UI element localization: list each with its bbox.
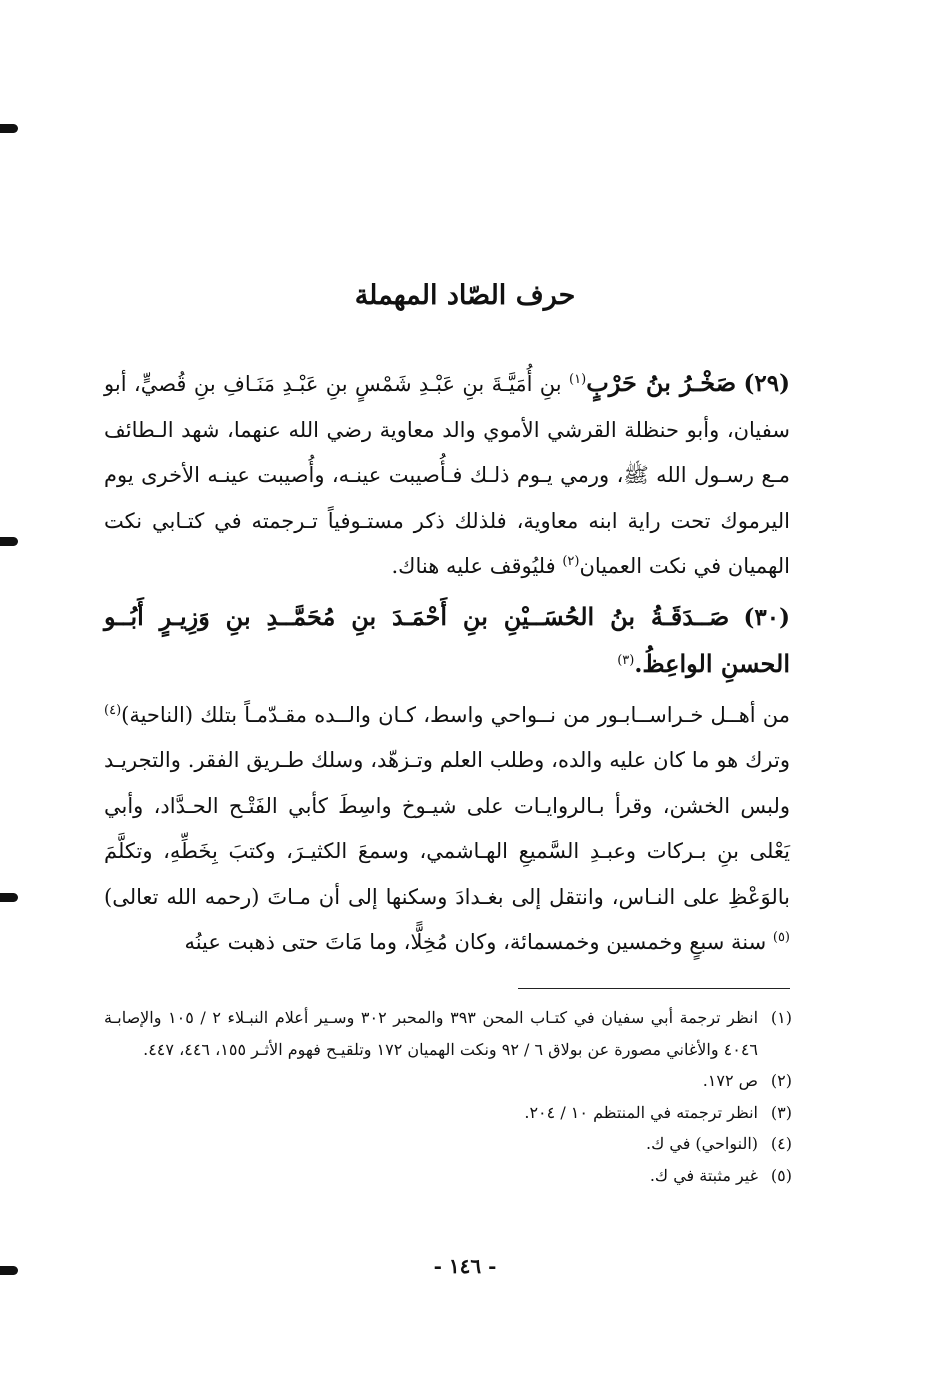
footnote-separator [518, 988, 790, 989]
footnote-5 [104, 1160, 792, 1192]
entry-text: بنِ أُمَيَّـةَ بنِ عَبْـدِ شَمْسٍ بنِ عَبْـدِ مَنَـافِ بنِ قُصيٍّ، أبو سفيان، وأبو حنظلة القرشي الأموي والد معاوية رضي الله عنهما، شهد الـطائف مـع رسـول الله ﷺ، ورمي يـوم ذلـك فـأُصيبت عينـه، وأُصيبت عينـه الأخرى يوم اليرموك تحت راية ابنه معاوية، فلذلك ذكر مستـوفياً تـرجمته في كتـابي نكت الهميان في نكت العميان [104, 372, 790, 578]
footnote-number: (٢) [770, 1071, 792, 1090]
entry-number: (٢٩) [743, 370, 791, 397]
binding-mark [0, 537, 18, 546]
entry-name: صَــدَقَـةُ بنُ الحُسَــيْنِ بنِ أَحْمَـدَ بنِ مُحَمَّــدِ بنِ وَزِيـرٍ أَبُــو الحسنِ الواعِظُ [104, 601, 790, 678]
footnote-ref[interactable]: (٢) [562, 554, 580, 569]
footnote-number: (٣) [770, 1102, 792, 1122]
footnote-number: (١) [770, 1008, 792, 1027]
chapter-title: حرف الصّاد المهملة [354, 280, 576, 311]
footnote-4 [104, 1128, 792, 1160]
footnote-1 [104, 1002, 792, 1065]
footnote-text: انظر ترجمة أبي سفيان في كتـاب المحن ٣٩٣ والمحبر ٣٠٢ وسـير أعلام النبـلاء ٢ / ١٠٥ والإصابـة ٤٠٤٦ والأغاني مصورة عن بولاق ٦ / ٩٢ ونكت الهميان ١٧٢ وتلقيـح فهوم الأثـر ١٥٥، ٤٤٦، ٤٤٧. [104, 1008, 759, 1059]
entry-30-heading: (٣٠) صَــدَقَـةُ بنُ الحُسَــيْنِ بنِ أَحْمَـدَ بنِ مُحَمَّــدِ بنِ وَزِيـرٍ أَبُــو الحسنِ الواعِظُ.$^{(٣)}$ [104, 601, 790, 678]
entry-number: (٣٠) [743, 603, 790, 631]
footnote-ref[interactable]: (٤) [104, 702, 122, 718]
binding-mark [0, 124, 18, 133]
entry-name: صَخْـرُ بنُ حَرْبٍ [586, 368, 737, 397]
binding-mark [0, 893, 18, 902]
footnotes [104, 1002, 792, 1191]
footnote-ref[interactable]: (١) [569, 372, 587, 387]
footnote-text: (النواحي) في ك. [646, 1134, 758, 1153]
entry-29 [104, 360, 790, 590]
entry-text-end: سنة سبعٍ وخمسين وخمسمائة، وكان مُخِلًّا، وما مَاتَ حتى ذهبت عينُه [184, 930, 773, 954]
footnote-number: (٥) [770, 1165, 792, 1185]
entry-30-body [104, 693, 790, 966]
footnote-2 [104, 1065, 792, 1097]
footnote-3 [104, 1097, 792, 1129]
entry-text: وترك هو ما كان عليه والده، وطلب العلم وتـزهّد، وسلك طـريق الفقر. والتجريـد ولبس الخشن، وقرأ بـالروايـات على شيـوخ واسِطَ كأبي الفَتْـح الحـدَّاد، وأبي يَعْلى بنِ بـركات وعبـدِ السَّميعِ الهـاشمي، وسمعَ الكثيـرَ، وكتبَ بِخَطِّهِ، وتكلَّمَ بالوَعْظِ على النـاس، وانتقل إلى بغـدادَ وسكنها إلى أن مـاتَ (رحمه الله تعالى) [104, 748, 790, 909]
entry-text: من أهــل خـراســابـور من نــواحي واسط، كـان والــده مقـدّمـاً بتلك (الناحية) [121, 702, 790, 727]
footnote-text: ص ١٧٢. [702, 1071, 758, 1090]
page-number: - ١٤٦ - [433, 1254, 497, 1278]
footnote-text: غير مثبتة في ك. [649, 1165, 758, 1185]
footnote-number: (٤) [770, 1134, 792, 1153]
footnote-ref[interactable]: (٥) [772, 930, 790, 945]
main-text [104, 360, 790, 966]
footnote-ref[interactable]: (٣) [617, 653, 635, 668]
entry-text-end: فليُوقف عليه هناك. [391, 554, 563, 578]
footnote-text: انظر ترجمته في المنتظم ١٠ / ٢٠٤. [524, 1102, 758, 1122]
